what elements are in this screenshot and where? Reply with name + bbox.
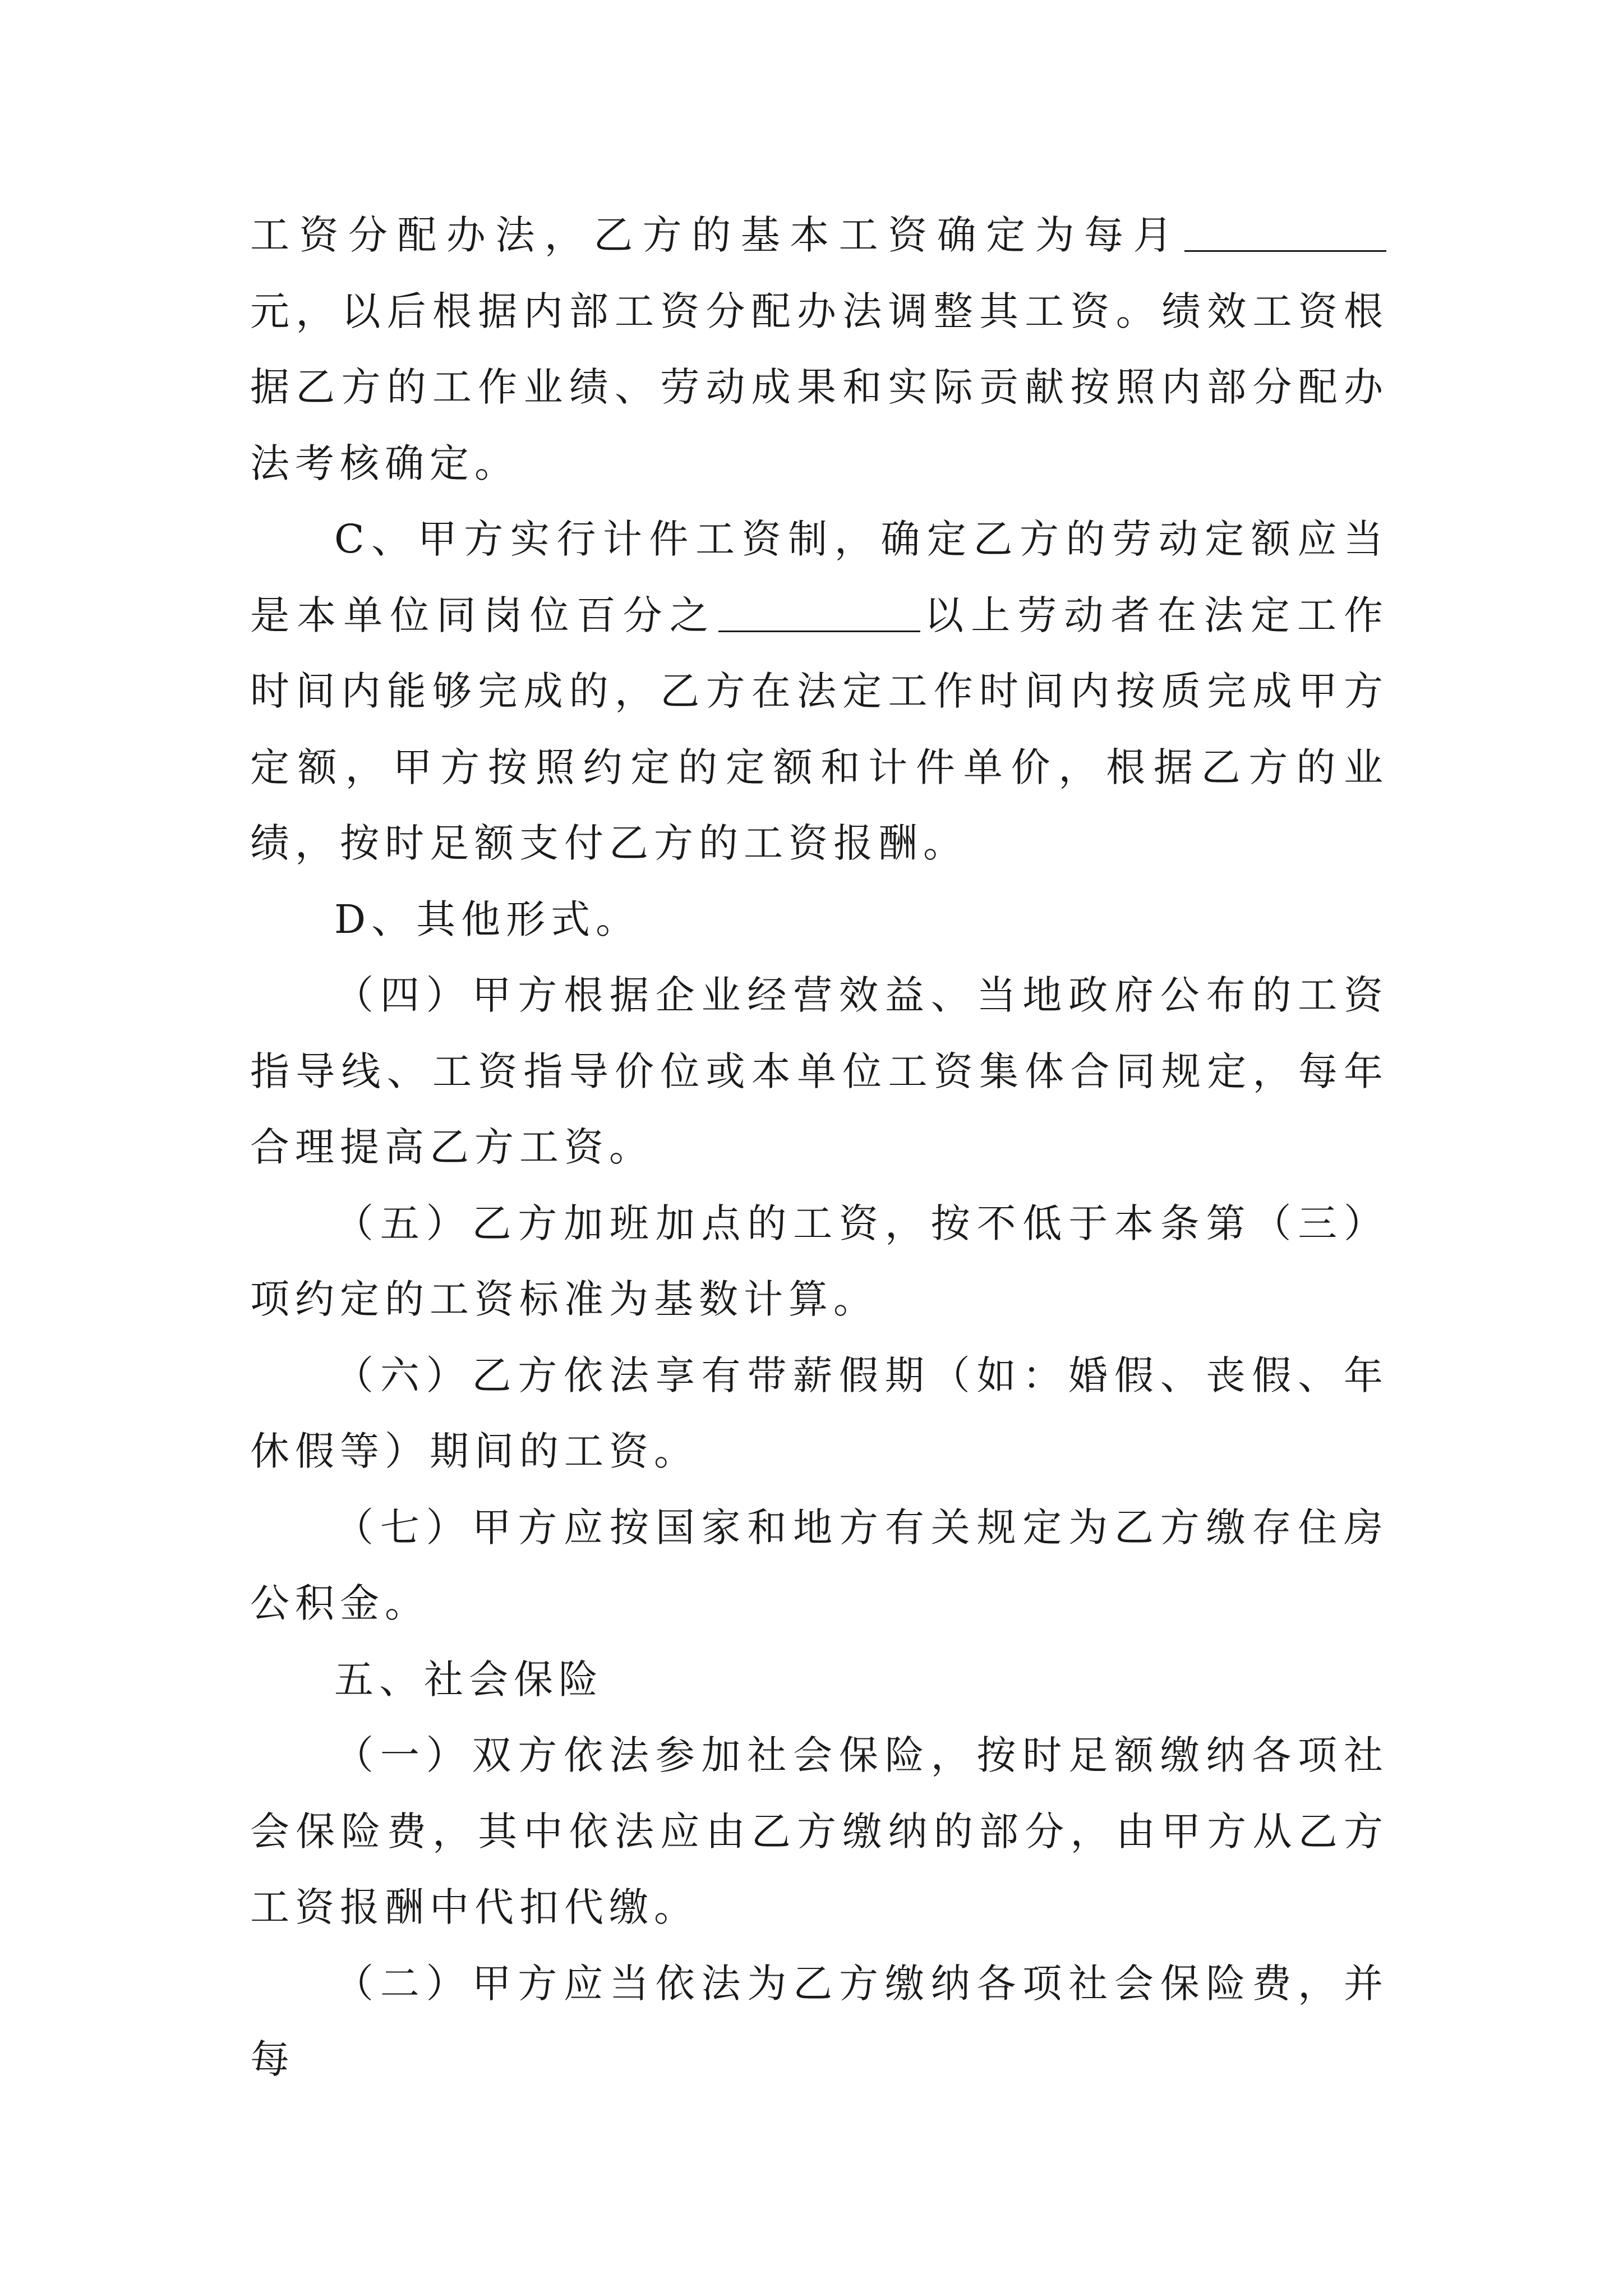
paragraph-item-5: （五）乙方加班加点的工资，按不低于本条第（三）项约定的工资标准为基数计算。 [250, 1200, 1389, 1322]
paragraph-text: 元，以后根据内部工资分配办法调整其工资。绩效工资根据乙方的工作业绩、劳动成果和实际贡献按照内部分配办法考核确定。 [250, 288, 1389, 486]
document-body [250, 197, 1389, 2098]
fill-in-blank-monthly-wage[interactable] [1184, 211, 1386, 252]
paragraph-other-forms: D、其他形式。 [334, 896, 641, 942]
paragraph-item-6: （六）乙方依法享有带薪假期（如：婚假、丧假、年休假等）期间的工资。 [250, 1352, 1389, 1474]
paragraph-text: 工资分配办法，乙方的基本工资确定为每月 [250, 212, 1182, 258]
paragraph-insurance-1: （一）双方依法参加社会保险，按时足额缴纳各项社会保险费，其中依法应由乙方缴纳的部分，由甲方从乙方工资报酬中代扣代缴。 [250, 1732, 1389, 1930]
paragraph-basic-wage [250, 197, 1389, 501]
paragraph-text: 以上劳动者在法定工作时间内能够完成的，乙方在法定工作时间内按质完成甲方定额，甲方按照约定的定额和计件单价，根据乙方的业绩，按时足额支付乙方的工资报酬。 [250, 592, 1389, 866]
paragraph-text: C、甲方实行计件工资制，确定乙方的劳动定额应当是本单位同岗位百分之 [250, 516, 1389, 638]
paragraph-item-7: （七）甲方应按国家和地方有关规定为乙方缴存住房公积金。 [250, 1504, 1389, 1626]
fill-in-blank-percentage[interactable] [718, 591, 920, 632]
paragraph-insurance-2: （二）甲方应当依法为乙方缴纳各项社会保险费，并每 [250, 1960, 1389, 2082]
section-heading-social-insurance: 五、社会保险 [334, 1656, 603, 1703]
paragraph-item-4: （四）甲方根据企业经营效益、当地政府公布的工资指导线、工资指导价位或本单位工资集体合同规定，每年合理提高乙方工资。 [250, 972, 1389, 1170]
paragraph-piece-rate [250, 501, 1389, 882]
